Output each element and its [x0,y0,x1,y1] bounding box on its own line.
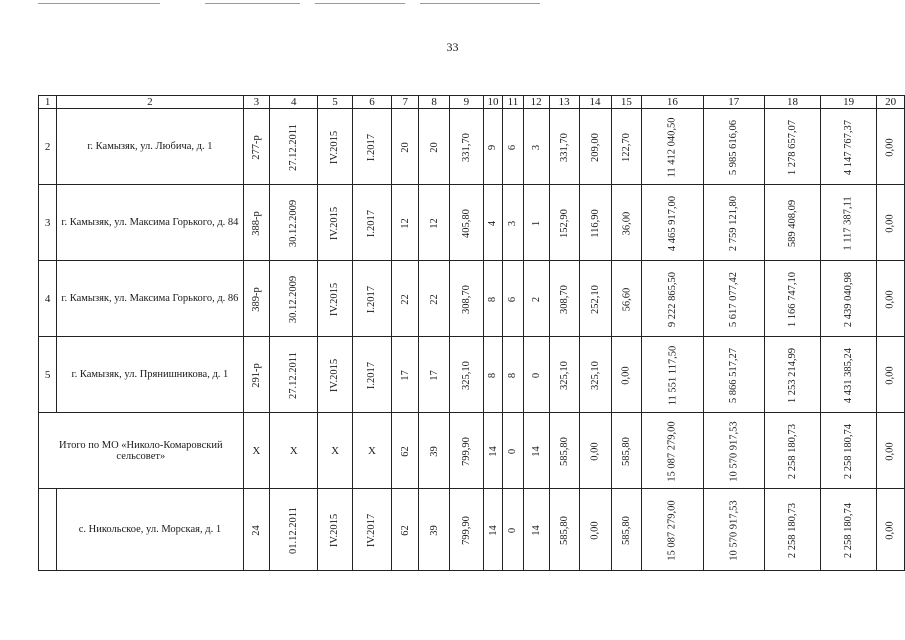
value-cell: 12 [419,185,450,261]
amount-cell: 1 117 387,11 [821,185,877,261]
top-rule [38,3,160,4]
total-cell: X [352,413,391,489]
table-row [39,489,905,571]
total-cell: 799,90 [449,413,483,489]
top-rule [315,3,405,4]
area-cell: 585,80 [611,489,642,571]
value-cell: 4 [483,185,502,261]
area-cell: 209,00 [579,109,611,185]
table-row [39,185,905,261]
amount-cell: 4 465 917,00 [642,185,703,261]
value-cell: 22 [419,261,450,337]
address-cell: г. Камызяк, ул. Максима Горького, д. 84 [57,185,243,261]
value-cell: 22 [392,261,419,337]
total-cell: X [318,413,352,489]
amount-cell: 1 278 657,07 [764,109,820,185]
amount-cell: 0,00 [877,185,905,261]
area-cell: 325,10 [579,337,611,413]
amount-cell: 11 551 117,50 [642,337,703,413]
register-table [38,95,905,571]
row-number: 3 [39,185,57,261]
address-cell: г. Камызяк, ул. Прянишникова, д. 1 [57,337,243,413]
amount-cell: 5 985 616,06 [703,109,764,185]
amount-cell: 4 147 767,37 [821,109,877,185]
value-cell: 0 [503,489,524,571]
area-cell: 799,90 [449,489,483,571]
total-cell: 585,80 [549,413,579,489]
amount-cell: 0,00 [877,261,905,337]
area-cell: 325,10 [449,337,483,413]
header-row [39,96,905,109]
amount-cell: 2 759 121,80 [703,185,764,261]
column-number: 19 [821,96,877,109]
area-cell: 308,70 [449,261,483,337]
row-number: 2 [39,109,57,185]
total-cell: 62 [392,413,419,489]
address-cell: г. Камызяк, ул. Максима Горького, д. 86 [57,261,243,337]
decision-date-cell: 30.12.2009 [270,261,318,337]
amount-cell: 10 570 917,53 [703,489,764,571]
row-number [39,489,57,571]
column-number: 13 [549,96,579,109]
column-number: 1 [39,96,57,109]
amount-cell: 0,00 [877,489,905,571]
value-cell: 20 [392,109,419,185]
planned-date-cell: IV.2015 [318,185,352,261]
value-cell: 8 [483,261,502,337]
area-cell: 0,00 [579,489,611,571]
decision-number-cell: 277-р [243,109,270,185]
value-cell: 1 [523,185,549,261]
area-cell: 308,70 [549,261,579,337]
area-cell: 152,90 [549,185,579,261]
decision-date-cell: 30.12.2009 [270,185,318,261]
column-number: 4 [270,96,318,109]
address-cell: с. Никольское, ул. Морская, д. 1 [57,489,243,571]
value-cell: 3 [523,109,549,185]
table-row [39,337,905,413]
area-cell: 36,00 [611,185,642,261]
value-cell: 14 [523,489,549,571]
amount-cell: 2 439 040,98 [821,261,877,337]
amount-cell: 1 253 214,99 [764,337,820,413]
column-number: 20 [877,96,905,109]
column-number: 17 [703,96,764,109]
area-cell: 331,70 [449,109,483,185]
column-number: 16 [642,96,703,109]
row-number: 4 [39,261,57,337]
value-cell: 17 [419,337,450,413]
value-cell: 0 [523,337,549,413]
area-cell: 116,90 [579,185,611,261]
amount-cell: 2 258 180,73 [764,489,820,571]
amount-cell: 589 408,09 [764,185,820,261]
area-cell: 252,10 [579,261,611,337]
total-cell: 14 [523,413,549,489]
table-row [39,261,905,337]
value-cell: 14 [483,489,502,571]
column-number: 5 [318,96,352,109]
value-cell: 8 [483,337,502,413]
address-cell: г. Камызяк, ул. Любича, д. 1 [57,109,243,185]
total-cell: 0,00 [877,413,905,489]
amount-cell: 15 087 279,00 [642,489,703,571]
value-cell: 2 [523,261,549,337]
completion-date-cell: IV.2017 [352,489,391,571]
value-cell: 20 [419,109,450,185]
column-number: 9 [449,96,483,109]
column-number: 10 [483,96,502,109]
value-cell: 6 [503,261,524,337]
decision-number-cell: 388-р [243,185,270,261]
column-number: 18 [764,96,820,109]
total-cell: 2 258 180,73 [764,413,820,489]
column-number: 2 [57,96,243,109]
amount-cell: 5 866 517,27 [703,337,764,413]
decision-number-cell: 389-р [243,261,270,337]
completion-date-cell: I.2017 [352,337,391,413]
amount-cell: 2 258 180,74 [821,489,877,571]
top-rule [420,3,540,4]
planned-date-cell: IV.2015 [318,109,352,185]
amount-cell: 0,00 [877,109,905,185]
planned-date-cell: IV.2015 [318,489,352,571]
value-cell: 9 [483,109,502,185]
value-cell: 8 [503,337,524,413]
total-cell: 10 570 917,53 [703,413,764,489]
value-cell: 17 [392,337,419,413]
area-cell: 325,10 [549,337,579,413]
value-cell: 39 [419,489,450,571]
total-cell: 39 [419,413,450,489]
completion-date-cell: I.2017 [352,261,391,337]
decision-number-cell: 291-р [243,337,270,413]
value-cell: 6 [503,109,524,185]
decision-date-cell: 27.12.2011 [270,109,318,185]
total-cell: 585,80 [611,413,642,489]
table-row [39,109,905,185]
value-cell: 62 [392,489,419,571]
area-cell: 56,60 [611,261,642,337]
total-cell: X [270,413,318,489]
completion-date-cell: I.2017 [352,185,391,261]
area-cell: 331,70 [549,109,579,185]
area-cell: 122,70 [611,109,642,185]
total-cell: X [243,413,270,489]
page-number: 33 [446,40,459,54]
planned-date-cell: IV.2015 [318,337,352,413]
planned-date-cell: IV.2015 [318,261,352,337]
column-number: 11 [503,96,524,109]
column-number: 3 [243,96,270,109]
amount-cell: 5 617 077,42 [703,261,764,337]
total-label: Итого по МО «Николо-Комаровский сельсовет» [39,413,244,489]
amount-cell: 4 431 385,24 [821,337,877,413]
decision-number-cell: 24 [243,489,270,571]
completion-date-cell: I.2017 [352,109,391,185]
total-cell: 0,00 [579,413,611,489]
area-cell: 0,00 [611,337,642,413]
value-cell: 12 [392,185,419,261]
value-cell: 3 [503,185,524,261]
decision-date-cell: 01.12.2011 [270,489,318,571]
total-cell: 2 258 180,74 [821,413,877,489]
column-number: 14 [579,96,611,109]
column-number: 15 [611,96,642,109]
column-number: 12 [523,96,549,109]
decision-date-cell: 27.12.2011 [270,337,318,413]
total-cell: 0 [503,413,524,489]
column-number: 8 [419,96,450,109]
row-number: 5 [39,337,57,413]
column-number: 7 [392,96,419,109]
total-row [39,413,905,489]
total-cell: 15 087 279,00 [642,413,703,489]
area-cell: 405,80 [449,185,483,261]
amount-cell: 1 166 747,10 [764,261,820,337]
amount-cell: 9 222 865,50 [642,261,703,337]
total-cell: 14 [483,413,502,489]
amount-cell: 0,00 [877,337,905,413]
top-rule [205,3,300,4]
column-number: 6 [352,96,391,109]
amount-cell: 11 412 040,50 [642,109,703,185]
area-cell: 585,80 [549,489,579,571]
